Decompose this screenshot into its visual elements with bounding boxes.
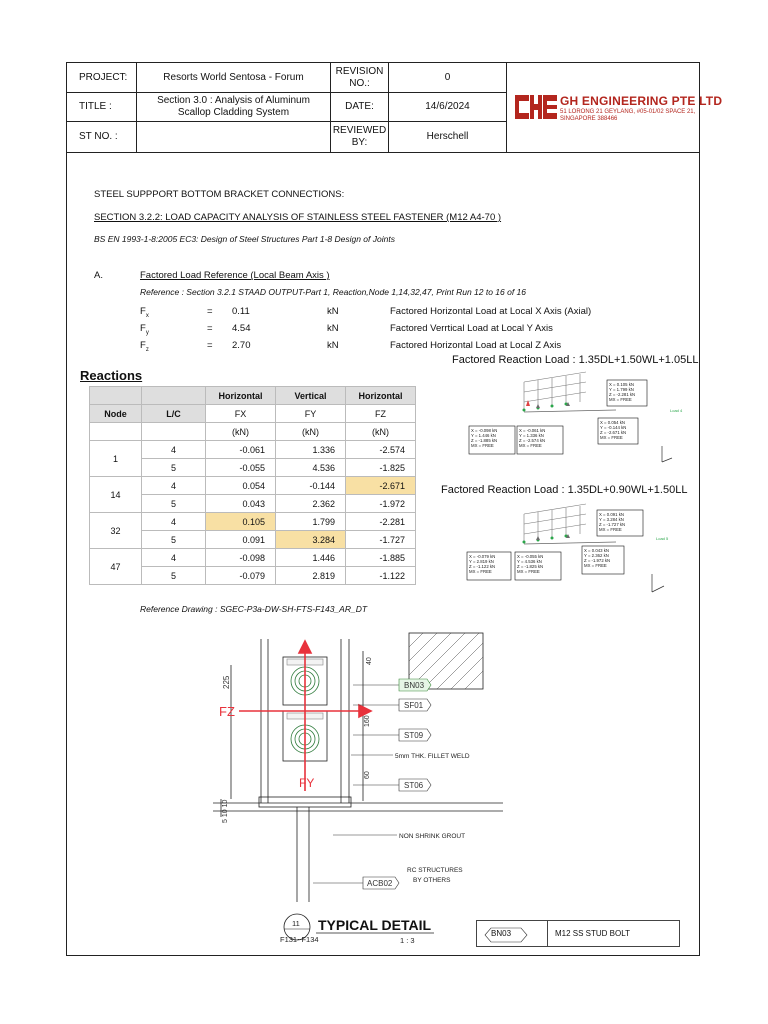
node-cell: 14 xyxy=(90,477,142,513)
column-header-fz: FZ xyxy=(346,405,416,423)
load-value-x: 0.11 xyxy=(232,306,250,317)
group-header-cell: Vertical xyxy=(276,387,346,405)
tag-acb02: ACB02 xyxy=(367,879,393,888)
date-label: DATE: xyxy=(331,93,389,122)
lc-cell: 4 xyxy=(142,441,206,459)
fy-cell: 1.336 xyxy=(276,441,346,459)
group-header-cell xyxy=(142,387,206,405)
table-row xyxy=(90,513,416,531)
typical-detail-drawing xyxy=(213,627,503,915)
revision-value: 0 xyxy=(389,63,507,93)
svg-text:X = -0.079 kN: X = -0.079 kN xyxy=(469,554,496,559)
company-name: GH ENGINEERING PTE LTD xyxy=(560,94,723,108)
svg-text:Y = 1.446 kN: Y = 1.446 kN xyxy=(471,433,496,438)
staad-reference: Reference : Section 3.2.1 STAAD OUTPUT-Part 1, Reaction,Node 1,14,32,47, Print Run 12 to 16 of 16 xyxy=(140,287,527,297)
tag-st06: ST06 xyxy=(404,781,424,790)
load-case-2-model xyxy=(466,500,702,600)
svg-text:Y = 3.284 kN: Y = 3.284 kN xyxy=(599,517,624,522)
reactions-title: Reactions xyxy=(80,368,143,383)
fx-cell: 0.043 xyxy=(206,495,276,513)
column-header-lc: L/C xyxy=(142,405,206,423)
fz-cell: -1.885 xyxy=(346,549,416,567)
legend-description: M12 SS STUD BOLT xyxy=(555,929,630,938)
svg-text:Y = 2.819 kN: Y = 2.819 kN xyxy=(469,559,494,564)
fx-cell: 0.091 xyxy=(206,531,276,549)
title-label: TITLE : xyxy=(67,93,137,122)
load-case-1-title: Factored Reaction Load : 1.35DL+1.50WL+1.05LL xyxy=(452,354,699,366)
svg-text:X = 0.054 kN: X = 0.054 kN xyxy=(600,420,625,425)
svg-text:Y = 2.362 kN: Y = 2.362 kN xyxy=(584,553,609,558)
fz-cell: -1.972 xyxy=(346,495,416,513)
svg-text:MX = FREE: MX = FREE xyxy=(599,527,622,532)
column-header-node: Node xyxy=(90,405,142,423)
load-desc-z: Factored Horizontal Load at Local Z Axis xyxy=(390,340,562,351)
tag-st09: ST09 xyxy=(404,731,424,740)
heading-connections: STEEL SUPPPORT BOTTOM BRACKET CONNECTIONS: xyxy=(94,189,345,200)
load-5-tag: Load 5 xyxy=(656,536,669,541)
title-block xyxy=(67,63,723,153)
section-title: Factored Load Reference (Local Beam Axis ) xyxy=(140,270,330,281)
dim-225: 225 xyxy=(222,675,231,689)
node-cell: 47 xyxy=(90,549,142,585)
standard-reference: BS EN 1993-1-8:2005 EC3: Design of Steel Structures Part 1-8 Design of Joints xyxy=(94,234,395,244)
fx-cell: -0.098 xyxy=(206,549,276,567)
detail-title: TYPICAL DETAIL xyxy=(318,917,432,933)
fy-cell: 1.446 xyxy=(276,549,346,567)
svg-text:X = 0.091 kN: X = 0.091 kN xyxy=(599,512,624,517)
fz-cell: -2.281 xyxy=(346,513,416,531)
table-group-header xyxy=(90,387,416,405)
detail-scale: 1 : 3 xyxy=(400,936,415,945)
rc-note-1: RC STRUCTURES xyxy=(407,867,463,874)
dim-60: 60 xyxy=(364,771,371,779)
group-header-cell: Horizontal xyxy=(346,387,416,405)
title-value: Section 3.0 : Analysis of Aluminum Scallop Cladding System xyxy=(137,93,331,122)
svg-text:MX = FREE: MX = FREE xyxy=(609,397,632,402)
drawing-reference: Reference Drawing : SGEC-P3a-DW-SH-FTS-F143_AR_DT xyxy=(140,604,368,614)
load-unit-x: kN xyxy=(327,306,339,317)
load-value-y: 4.54 xyxy=(232,323,251,334)
load-eq-x: = xyxy=(207,306,213,317)
svg-text:Z = -1.727 kN: Z = -1.727 kN xyxy=(599,522,626,527)
load-value-z: 2.70 xyxy=(232,340,251,351)
tag-sf01: SF01 xyxy=(404,701,424,710)
group-header-cell: Horizontal xyxy=(206,387,276,405)
fy-cell-governing: 3.284 xyxy=(276,531,346,549)
load-unit-z: kN xyxy=(327,340,339,351)
detail-tag xyxy=(270,912,450,948)
table-row xyxy=(90,477,416,495)
weld-note: 5mm THK. FILLET WELD xyxy=(395,753,470,760)
fz-cell: -1.727 xyxy=(346,531,416,549)
svg-text:X = 0.043 kN: X = 0.043 kN xyxy=(584,548,609,553)
lc-cell: 4 xyxy=(142,477,206,495)
fx-cell: -0.055 xyxy=(206,459,276,477)
load-desc-y: Factored Verrtical Load at Local Y Axis xyxy=(390,323,553,334)
load-symbol-z: $F_z$ xyxy=(140,340,149,353)
legend-tag: BN03 xyxy=(491,929,512,938)
svg-text:X = -0.098 kN: X = -0.098 kN xyxy=(471,428,498,433)
dim-160: 160 xyxy=(364,715,371,727)
lc-cell: 5 xyxy=(142,495,206,513)
fy-cell: 2.819 xyxy=(276,567,346,585)
svg-text:Z = -2.671 kN: Z = -2.671 kN xyxy=(600,430,627,435)
reactions-table xyxy=(89,386,416,585)
svg-text:MX = FREE: MX = FREE xyxy=(517,569,540,574)
grout-note: NON SHRINK GROUT xyxy=(399,833,466,840)
fy-cell: -0.144 xyxy=(276,477,346,495)
fx-cell: 0.054 xyxy=(206,477,276,495)
reviewed-value: Herschell xyxy=(389,122,507,152)
node-cell: 1 xyxy=(90,441,142,477)
svg-text:Z = -1.885 kN: Z = -1.885 kN xyxy=(471,438,498,443)
svg-text:Z = -1.122 kN: Z = -1.122 kN xyxy=(469,564,496,569)
fy-cell: 4.536 xyxy=(276,459,346,477)
svg-text:Y = 4.536 kN: Y = 4.536 kN xyxy=(517,559,542,564)
load-case-1-model xyxy=(466,368,702,468)
column-header-fy: FY xyxy=(276,405,346,423)
svg-text:Y = 1.336 kN: Y = 1.336 kN xyxy=(519,433,544,438)
svg-text:MX = FREE: MX = FREE xyxy=(519,443,542,448)
heading-section: SECTION 3.2.2: LOAD CAPACITY ANALYSIS OF STAINLESS STEEL FASTENER (M12 A4-70 ) xyxy=(94,212,502,223)
unit-cell: (kN) xyxy=(346,423,416,441)
svg-text:Z = -1.825 kN: Z = -1.825 kN xyxy=(517,564,544,569)
svg-text:Y = 1.799 kN: Y = 1.799 kN xyxy=(609,387,634,392)
load-unit-y: kN xyxy=(327,323,339,334)
lc-cell: 5 xyxy=(142,531,206,549)
group-header-cell xyxy=(90,387,142,405)
rc-note-2: BY OTHERS xyxy=(413,877,451,884)
svg-text:Z = -2.574 kN: Z = -2.574 kN xyxy=(519,438,546,443)
company-logo xyxy=(507,63,723,152)
svg-text:X = -0.061 kN: X = -0.061 kN xyxy=(519,428,546,433)
fy-force-label: FY xyxy=(299,776,315,790)
node-cell: 32 xyxy=(90,513,142,549)
st-label: ST NO. : xyxy=(67,122,137,152)
load-eq-z: = xyxy=(207,340,213,351)
st-value xyxy=(137,122,331,152)
force-arrows xyxy=(239,641,371,791)
column-header-fx: FX xyxy=(206,405,276,423)
dim-base: 5 10 10 xyxy=(222,799,229,823)
lc-cell: 4 xyxy=(142,513,206,531)
svg-text:Z = -2.281 kN: Z = -2.281 kN xyxy=(609,392,636,397)
fy-cell: 1.799 xyxy=(276,513,346,531)
svg-text:MX = FREE: MX = FREE xyxy=(584,563,607,568)
load-4-tag: Load 4 xyxy=(670,408,683,413)
svg-text:MX = FREE: MX = FREE xyxy=(600,435,623,440)
reviewed-label: REVIEWED BY: xyxy=(331,122,389,152)
svg-text:Z = -1.972 kN: Z = -1.972 kN xyxy=(584,558,611,563)
load-case-2-title: Factored Reaction Load : 1.35DL+0.90WL+1.50LL xyxy=(441,484,688,496)
svg-text:Y = -0.144 kN: Y = -0.144 kN xyxy=(600,425,627,430)
lc-cell: 4 xyxy=(142,549,206,567)
fz-cell-governing: -2.671 xyxy=(346,477,416,495)
lc-cell: 5 xyxy=(142,567,206,585)
fx-cell: -0.061 xyxy=(206,441,276,459)
legend-box xyxy=(476,920,680,947)
fz-force-label: FZ xyxy=(219,704,235,719)
fx-cell-governing: 0.105 xyxy=(206,513,276,531)
section-letter: A. xyxy=(94,270,103,281)
svg-text:MX = FREE: MX = FREE xyxy=(471,443,494,448)
axis-icon xyxy=(662,446,672,462)
lc-cell: 5 xyxy=(142,459,206,477)
table-unit-row xyxy=(90,423,416,441)
dim-40: 40 xyxy=(366,657,373,665)
unit-cell: (kN) xyxy=(276,423,346,441)
fz-cell: -2.574 xyxy=(346,441,416,459)
tag-bn03: BN03 xyxy=(404,681,425,690)
revision-label: REVISION NO.: xyxy=(331,63,389,93)
table-row xyxy=(90,441,416,459)
project-label: PROJECT: xyxy=(67,63,137,93)
project-value: Resorts World Sentosa - Forum xyxy=(137,63,331,93)
unit-cell: (kN) xyxy=(206,423,276,441)
fz-cell: -1.122 xyxy=(346,567,416,585)
legend-divider xyxy=(547,921,548,946)
table-column-header xyxy=(90,405,416,423)
fz-cell: -1.825 xyxy=(346,459,416,477)
table-row xyxy=(90,549,416,567)
load-symbol-y: $F_y$ xyxy=(140,323,149,336)
detail-ref: F131~F134 xyxy=(280,935,319,944)
company-address: 51 LORONG 21 GEYLANG, #05-01/02 SPACE 21, SINGAPORE 388466 xyxy=(560,109,696,122)
unit-cell xyxy=(142,423,206,441)
fy-cell: 2.362 xyxy=(276,495,346,513)
load-desc-x: Factored Horizontal Load at Local X Axis (Axial) xyxy=(390,306,592,317)
load-eq-y: = xyxy=(207,323,213,334)
date-value: 14/6/2024 xyxy=(389,93,507,122)
gh-logo-icon xyxy=(515,93,557,121)
unit-cell xyxy=(90,423,142,441)
svg-text:X = 0.105 kN: X = 0.105 kN xyxy=(609,382,634,387)
load-symbol-x: $F_x$ xyxy=(140,306,149,319)
axis-icon xyxy=(652,574,664,592)
svg-text:MX = FREE: MX = FREE xyxy=(469,569,492,574)
fx-cell: -0.079 xyxy=(206,567,276,585)
detail-number: 11 xyxy=(292,919,300,928)
svg-text:X = -0.055 kN: X = -0.055 kN xyxy=(517,554,544,559)
